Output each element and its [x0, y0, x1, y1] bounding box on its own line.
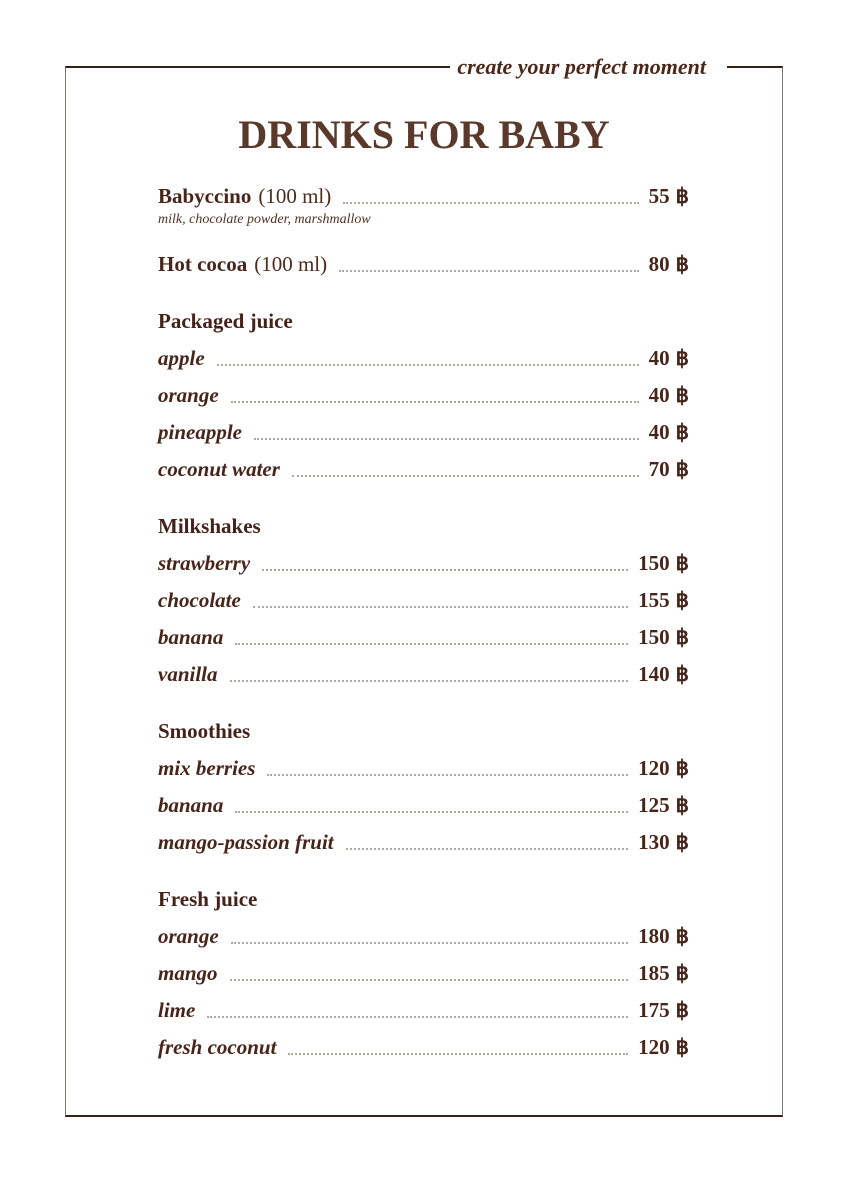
price-value: 185	[638, 961, 670, 985]
item-name: pineapple	[158, 420, 242, 444]
menu-item-row	[158, 625, 689, 649]
menu-item-row	[158, 551, 689, 575]
item-price	[649, 383, 689, 407]
menu-item-row	[158, 924, 689, 948]
price-value: 130	[638, 830, 670, 854]
item-size: (100 ml)	[258, 184, 332, 208]
menu-section	[158, 184, 689, 276]
price-value: 70	[648, 457, 670, 481]
dotted-leader	[339, 270, 638, 272]
price-value: 40	[648, 346, 670, 370]
price-currency: ฿	[675, 1035, 689, 1059]
price-value: 120	[638, 756, 670, 780]
menu-item-row	[158, 998, 689, 1022]
section-header: Fresh juice	[158, 887, 258, 911]
item-name: Hot cocoa	[158, 252, 248, 276]
item-name: apple	[158, 346, 205, 370]
price-currency: ฿	[675, 756, 689, 780]
dotted-leader	[267, 774, 628, 776]
price-value: 40	[648, 420, 670, 444]
dotted-leader	[235, 643, 628, 645]
item-price	[649, 457, 689, 481]
menu-item-row	[158, 457, 689, 481]
price-currency: ฿	[675, 588, 689, 612]
price-currency: ฿	[675, 830, 689, 854]
item-price	[638, 998, 689, 1022]
price-value: 175	[638, 998, 670, 1022]
price-currency: ฿	[675, 662, 689, 686]
menu-section	[158, 887, 689, 1059]
dotted-leader	[262, 569, 628, 571]
menu-item-row	[158, 346, 689, 370]
item-name: vanilla	[158, 662, 218, 686]
menu-item-row	[158, 184, 689, 208]
price-value: 125	[638, 793, 670, 817]
dotted-leader	[254, 438, 639, 440]
price-value: 120	[638, 1035, 670, 1059]
dotted-leader	[230, 680, 629, 682]
item-name: mix berries	[158, 756, 256, 780]
price-value: 140	[638, 662, 670, 686]
item-price	[638, 1035, 689, 1059]
item-price	[638, 662, 689, 686]
item-description: milk, chocolate powder, marshmallow	[158, 212, 371, 227]
tagline: create your perfect moment	[450, 54, 727, 79]
menu-item-row	[158, 252, 689, 276]
item-price	[638, 830, 689, 854]
item-price	[638, 793, 689, 817]
item-name: chocolate	[158, 588, 241, 612]
price-value: 80	[648, 252, 670, 276]
price-currency: ฿	[675, 252, 689, 276]
menu-content	[158, 184, 689, 1059]
item-price	[649, 184, 689, 208]
menu-item-row	[158, 830, 689, 854]
item-name: orange	[158, 383, 219, 407]
dotted-leader	[230, 979, 629, 981]
item-name: Babyccino	[158, 184, 252, 208]
price-value: 55	[648, 184, 670, 208]
item-name: mango-passion fruit	[158, 830, 334, 854]
dotted-leader	[343, 202, 638, 204]
menu-item-row	[158, 961, 689, 985]
dotted-leader	[231, 942, 628, 944]
menu-item-row	[158, 588, 689, 612]
item-name: fresh coconut	[158, 1035, 277, 1059]
price-currency: ฿	[675, 346, 689, 370]
price-currency: ฿	[675, 184, 689, 208]
menu-item-row	[158, 793, 689, 817]
price-currency: ฿	[675, 420, 689, 444]
price-value: 180	[638, 924, 670, 948]
dotted-leader	[235, 811, 628, 813]
dotted-leader	[253, 606, 628, 608]
item-price	[649, 346, 689, 370]
menu-item-row	[158, 1035, 689, 1059]
price-currency: ฿	[675, 793, 689, 817]
dotted-leader	[292, 475, 639, 477]
price-currency: ฿	[675, 383, 689, 407]
dotted-leader	[217, 364, 639, 366]
item-name: mango	[158, 961, 218, 985]
menu-item-row	[158, 662, 689, 686]
item-name: orange	[158, 924, 219, 948]
item-price	[638, 756, 689, 780]
item-name: coconut water	[158, 457, 280, 481]
price-value: 40	[648, 383, 670, 407]
section-header: Smoothies	[158, 719, 251, 743]
item-size: (100 ml)	[254, 252, 328, 276]
menu-section	[158, 719, 689, 854]
item-name: lime	[158, 998, 196, 1022]
section-header: Packaged juice	[158, 309, 293, 333]
price-currency: ฿	[675, 924, 689, 948]
dotted-leader	[207, 1016, 628, 1018]
menu-item-row	[158, 383, 689, 407]
menu-item-row	[158, 420, 689, 444]
price-value: 155	[638, 588, 670, 612]
menu-section	[158, 309, 689, 481]
item-price	[638, 625, 689, 649]
menu-section	[158, 514, 689, 686]
page-title: DRINKS FOR BABY	[238, 112, 610, 157]
price-currency: ฿	[675, 457, 689, 481]
price-value: 150	[638, 551, 670, 575]
item-price	[649, 252, 689, 276]
item-name: banana	[158, 625, 224, 649]
price-currency: ฿	[675, 998, 689, 1022]
item-name: banana	[158, 793, 224, 817]
section-header: Milkshakes	[158, 514, 261, 538]
item-price	[649, 420, 689, 444]
price-currency: ฿	[675, 625, 689, 649]
price-currency: ฿	[675, 551, 689, 575]
item-price	[638, 551, 689, 575]
price-currency: ฿	[675, 961, 689, 985]
dotted-leader	[288, 1053, 628, 1055]
item-price	[638, 961, 689, 985]
menu-frame	[65, 54, 783, 1117]
dotted-leader	[231, 401, 639, 403]
dotted-leader	[346, 848, 628, 850]
item-price	[638, 924, 689, 948]
menu-item-row	[158, 756, 689, 780]
item-price	[638, 588, 689, 612]
price-value: 150	[638, 625, 670, 649]
item-name: strawberry	[158, 551, 251, 575]
